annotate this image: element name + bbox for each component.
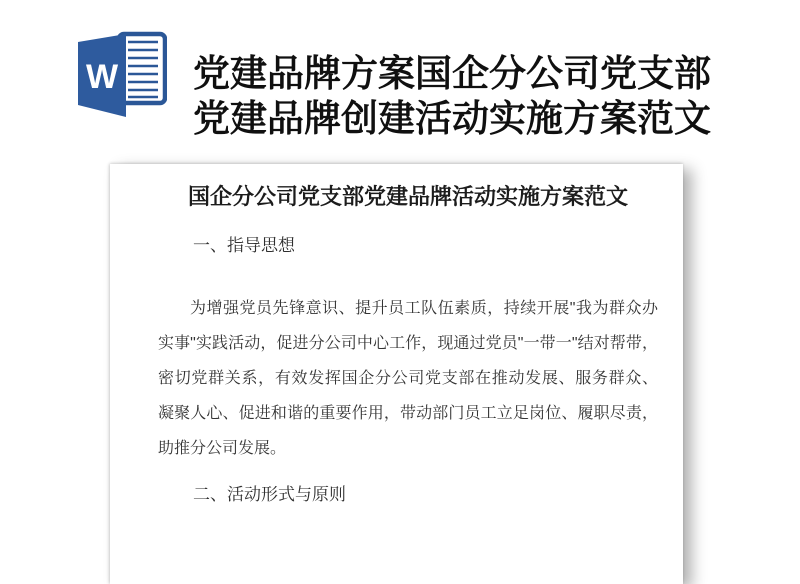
word-icon bbox=[75, 31, 167, 119]
document-page-preview[interactable] bbox=[110, 164, 683, 584]
section-1-title: 一、指导思想 bbox=[193, 236, 295, 255]
paragraph-line: 为增强党员先锋意识、提升员工队伍素质，持续开展"我为群众办 bbox=[190, 300, 658, 317]
page-title-line-2: 党建品牌创建活动实施方案范文 bbox=[193, 97, 711, 139]
word-icon-graphic bbox=[75, 31, 167, 119]
page-title bbox=[193, 51, 753, 141]
document-paragraph bbox=[158, 291, 658, 466]
section-2-title: 二、活动形式与原则 bbox=[193, 485, 346, 504]
page-title-line-1: 党建品牌方案国企分公司党支部 bbox=[193, 52, 711, 94]
document-heading: 国企分公司党支部党建品牌活动实施方案范文 bbox=[187, 184, 628, 209]
word-icon-letter: W bbox=[85, 58, 119, 96]
paragraph-line: 实事"实践活动，促进分公司中心工作，现通过党员"一带一"结对帮带， bbox=[158, 335, 658, 352]
paragraph-line: 助推分公司发展。 bbox=[158, 440, 287, 457]
paragraph-line: 密切党群关系，有效发挥国企分公司党支部在推动发展、服务群众、 bbox=[158, 370, 658, 387]
paragraph-line: 凝聚人心、促进和谐的重要作用，带动部门员工立足岗位、履职尽责， bbox=[158, 405, 658, 422]
